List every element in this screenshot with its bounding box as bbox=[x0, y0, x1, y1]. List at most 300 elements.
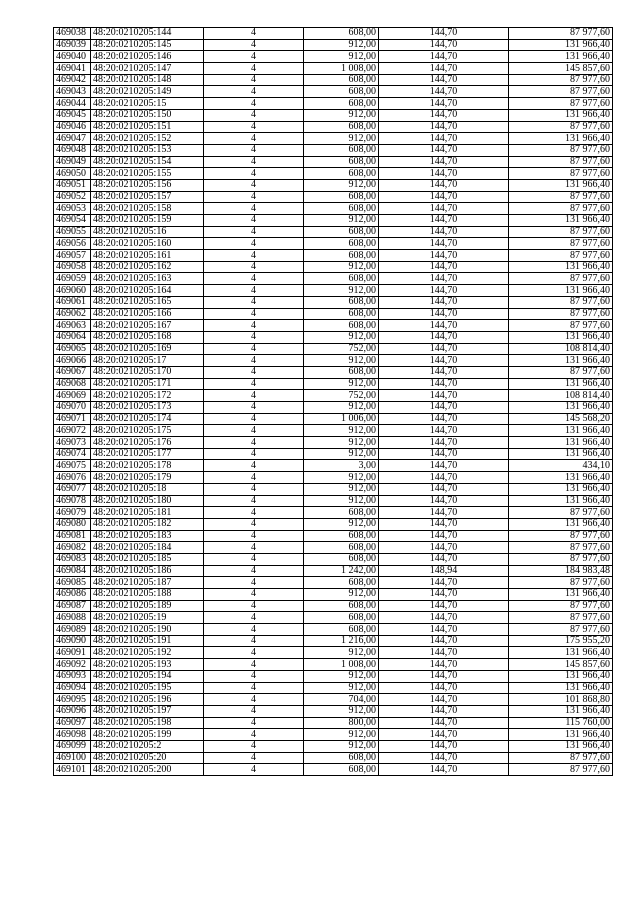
area-cell: 3,00 bbox=[304, 460, 379, 472]
category-cell: 4 bbox=[204, 518, 304, 530]
cadastral-number-cell: 48:20:0210205:15 bbox=[91, 98, 204, 110]
table-row bbox=[54, 402, 613, 414]
table-row bbox=[54, 659, 613, 671]
total-value-cell: 131 966,40 bbox=[509, 378, 613, 390]
row-id-cell: 469074 bbox=[54, 448, 91, 460]
category-cell: 4 bbox=[204, 764, 304, 776]
category-cell: 4 bbox=[204, 285, 304, 297]
cadastral-number-cell: 48:20:0210205:185 bbox=[91, 553, 204, 565]
cadastral-number-cell: 48:20:0210205:167 bbox=[91, 320, 204, 332]
table-row bbox=[54, 740, 613, 752]
row-id-cell: 469042 bbox=[54, 74, 91, 86]
total-value-cell: 131 966,40 bbox=[509, 39, 613, 51]
row-id-cell: 469087 bbox=[54, 600, 91, 612]
category-cell: 4 bbox=[204, 670, 304, 682]
row-id-cell: 469051 bbox=[54, 179, 91, 191]
row-id-cell: 469096 bbox=[54, 705, 91, 717]
row-id-cell: 469061 bbox=[54, 296, 91, 308]
area-cell: 912,00 bbox=[304, 647, 379, 659]
cadastral-number-cell: 48:20:0210205:168 bbox=[91, 331, 204, 343]
category-cell: 4 bbox=[204, 624, 304, 636]
rate-cell: 144,70 bbox=[379, 215, 509, 227]
table-row bbox=[54, 109, 613, 121]
area-cell: 912,00 bbox=[304, 51, 379, 63]
row-id-cell: 469065 bbox=[54, 343, 91, 355]
area-cell: 912,00 bbox=[304, 215, 379, 227]
rate-cell: 144,70 bbox=[379, 86, 509, 98]
category-cell: 4 bbox=[204, 448, 304, 460]
table-row bbox=[54, 273, 613, 285]
cadastral-number-cell: 48:20:0210205:173 bbox=[91, 402, 204, 414]
cadastral-number-cell: 48:20:0210205:175 bbox=[91, 425, 204, 437]
rate-cell: 144,70 bbox=[379, 437, 509, 449]
table-row bbox=[54, 179, 613, 191]
category-cell: 4 bbox=[204, 179, 304, 191]
category-cell: 4 bbox=[204, 600, 304, 612]
row-id-cell: 469082 bbox=[54, 542, 91, 554]
rate-cell: 144,70 bbox=[379, 507, 509, 519]
total-value-cell: 131 966,40 bbox=[509, 647, 613, 659]
cadastral-number-cell: 48:20:0210205:147 bbox=[91, 63, 204, 75]
total-value-cell: 87 977,60 bbox=[509, 191, 613, 203]
rate-cell: 144,70 bbox=[379, 390, 509, 402]
rate-cell: 144,70 bbox=[379, 647, 509, 659]
table-row bbox=[54, 191, 613, 203]
row-id-cell: 469043 bbox=[54, 86, 91, 98]
cadastral-number-cell: 48:20:0210205:187 bbox=[91, 577, 204, 589]
area-cell: 800,00 bbox=[304, 717, 379, 729]
cadastral-number-cell: 48:20:0210205:186 bbox=[91, 565, 204, 577]
row-id-cell: 469039 bbox=[54, 39, 91, 51]
row-id-cell: 469052 bbox=[54, 191, 91, 203]
rate-cell: 144,70 bbox=[379, 144, 509, 156]
cadastral-number-cell: 48:20:0210205:154 bbox=[91, 156, 204, 168]
area-cell: 704,00 bbox=[304, 694, 379, 706]
table-row bbox=[54, 600, 613, 612]
cadastral-number-cell: 48:20:0210205:149 bbox=[91, 86, 204, 98]
category-cell: 4 bbox=[204, 261, 304, 273]
rate-cell: 144,70 bbox=[379, 589, 509, 601]
cadastral-number-cell: 48:20:0210205:161 bbox=[91, 250, 204, 262]
rate-cell: 144,70 bbox=[379, 483, 509, 495]
cadastral-number-cell: 48:20:0210205:184 bbox=[91, 542, 204, 554]
area-cell: 912,00 bbox=[304, 378, 379, 390]
area-cell: 912,00 bbox=[304, 589, 379, 601]
total-value-cell: 87 977,60 bbox=[509, 168, 613, 180]
total-value-cell: 108 814,40 bbox=[509, 343, 613, 355]
table-row bbox=[54, 98, 613, 110]
total-value-cell: 175 955,20 bbox=[509, 635, 613, 647]
rate-cell: 144,70 bbox=[379, 740, 509, 752]
rate-cell: 144,70 bbox=[379, 203, 509, 215]
rate-cell: 144,70 bbox=[379, 63, 509, 75]
row-id-cell: 469063 bbox=[54, 320, 91, 332]
cadastral-number-cell: 48:20:0210205:198 bbox=[91, 717, 204, 729]
table-row bbox=[54, 203, 613, 215]
category-cell: 4 bbox=[204, 530, 304, 542]
category-cell: 4 bbox=[204, 366, 304, 378]
table-row bbox=[54, 612, 613, 624]
cadastral-number-cell: 48:20:0210205:169 bbox=[91, 343, 204, 355]
total-value-cell: 131 966,40 bbox=[509, 51, 613, 63]
table-row bbox=[54, 366, 613, 378]
category-cell: 4 bbox=[204, 413, 304, 425]
total-value-cell: 87 977,60 bbox=[509, 144, 613, 156]
table-row bbox=[54, 717, 613, 729]
table-row bbox=[54, 390, 613, 402]
category-cell: 4 bbox=[204, 215, 304, 227]
area-cell: 912,00 bbox=[304, 109, 379, 121]
cadastral-number-cell: 48:20:0210205:155 bbox=[91, 168, 204, 180]
total-value-cell: 87 977,60 bbox=[509, 320, 613, 332]
total-value-cell: 131 966,40 bbox=[509, 518, 613, 530]
category-cell: 4 bbox=[204, 331, 304, 343]
table-row bbox=[54, 343, 613, 355]
category-cell: 4 bbox=[204, 565, 304, 577]
rate-cell: 144,70 bbox=[379, 133, 509, 145]
table-row bbox=[54, 133, 613, 145]
total-value-cell: 87 977,60 bbox=[509, 296, 613, 308]
area-cell: 608,00 bbox=[304, 121, 379, 133]
table-row bbox=[54, 764, 613, 776]
category-cell: 4 bbox=[204, 647, 304, 659]
category-cell: 4 bbox=[204, 156, 304, 168]
rate-cell: 144,70 bbox=[379, 635, 509, 647]
rate-cell: 144,70 bbox=[379, 542, 509, 554]
row-id-cell: 469069 bbox=[54, 390, 91, 402]
area-cell: 752,00 bbox=[304, 343, 379, 355]
row-id-cell: 469064 bbox=[54, 331, 91, 343]
total-value-cell: 87 977,60 bbox=[509, 156, 613, 168]
table-row bbox=[54, 530, 613, 542]
cadastral-number-cell: 48:20:0210205:159 bbox=[91, 215, 204, 227]
area-cell: 608,00 bbox=[304, 764, 379, 776]
row-id-cell: 469076 bbox=[54, 472, 91, 484]
rate-cell: 144,70 bbox=[379, 612, 509, 624]
table-row bbox=[54, 39, 613, 51]
row-id-cell: 469073 bbox=[54, 437, 91, 449]
category-cell: 4 bbox=[204, 460, 304, 472]
area-cell: 912,00 bbox=[304, 682, 379, 694]
category-cell: 4 bbox=[204, 355, 304, 367]
total-value-cell: 131 966,40 bbox=[509, 740, 613, 752]
area-cell: 608,00 bbox=[304, 144, 379, 156]
cadastral-number-cell: 48:20:0210205:188 bbox=[91, 589, 204, 601]
category-cell: 4 bbox=[204, 659, 304, 671]
cadastral-number-cell: 48:20:0210205:190 bbox=[91, 624, 204, 636]
rate-cell: 144,70 bbox=[379, 109, 509, 121]
area-cell: 912,00 bbox=[304, 425, 379, 437]
area-cell: 608,00 bbox=[304, 238, 379, 250]
table-row bbox=[54, 483, 613, 495]
row-id-cell: 469078 bbox=[54, 495, 91, 507]
row-id-cell: 469083 bbox=[54, 553, 91, 565]
row-id-cell: 469095 bbox=[54, 694, 91, 706]
table-row bbox=[54, 670, 613, 682]
total-value-cell: 87 977,60 bbox=[509, 764, 613, 776]
category-cell: 4 bbox=[204, 320, 304, 332]
row-id-cell: 469060 bbox=[54, 285, 91, 297]
area-cell: 608,00 bbox=[304, 320, 379, 332]
table-row bbox=[54, 472, 613, 484]
total-value-cell: 87 977,60 bbox=[509, 86, 613, 98]
table-row bbox=[54, 308, 613, 320]
cadastral-number-cell: 48:20:0210205:196 bbox=[91, 694, 204, 706]
table-row bbox=[54, 331, 613, 343]
category-cell: 4 bbox=[204, 133, 304, 145]
cadastral-number-cell: 48:20:0210205:192 bbox=[91, 647, 204, 659]
table-row bbox=[54, 320, 613, 332]
total-value-cell: 87 977,60 bbox=[509, 308, 613, 320]
area-cell: 912,00 bbox=[304, 261, 379, 273]
category-cell: 4 bbox=[204, 63, 304, 75]
total-value-cell: 131 966,40 bbox=[509, 589, 613, 601]
row-id-cell: 469099 bbox=[54, 740, 91, 752]
category-cell: 4 bbox=[204, 705, 304, 717]
table-row bbox=[54, 355, 613, 367]
table-row bbox=[54, 729, 613, 741]
table-row bbox=[54, 553, 613, 565]
rate-cell: 144,70 bbox=[379, 472, 509, 484]
table-row bbox=[54, 448, 613, 460]
area-cell: 608,00 bbox=[304, 98, 379, 110]
rate-cell: 144,70 bbox=[379, 670, 509, 682]
table-row bbox=[54, 437, 613, 449]
row-id-cell: 469045 bbox=[54, 109, 91, 121]
cadastral-number-cell: 48:20:0210205:172 bbox=[91, 390, 204, 402]
row-id-cell: 469067 bbox=[54, 366, 91, 378]
area-cell: 912,00 bbox=[304, 670, 379, 682]
rate-cell: 144,70 bbox=[379, 355, 509, 367]
total-value-cell: 87 977,60 bbox=[509, 238, 613, 250]
area-cell: 912,00 bbox=[304, 495, 379, 507]
table-row bbox=[54, 577, 613, 589]
area-cell: 608,00 bbox=[304, 250, 379, 262]
row-id-cell: 469089 bbox=[54, 624, 91, 636]
table-row bbox=[54, 565, 613, 577]
rate-cell: 144,70 bbox=[379, 530, 509, 542]
cadastral-number-cell: 48:20:0210205:19 bbox=[91, 612, 204, 624]
total-value-cell: 115 760,00 bbox=[509, 717, 613, 729]
cadastral-number-cell: 48:20:0210205:165 bbox=[91, 296, 204, 308]
category-cell: 4 bbox=[204, 121, 304, 133]
area-cell: 608,00 bbox=[304, 203, 379, 215]
rate-cell: 144,70 bbox=[379, 331, 509, 343]
cadastral-value-table bbox=[53, 27, 613, 776]
category-cell: 4 bbox=[204, 144, 304, 156]
rate-cell: 144,70 bbox=[379, 682, 509, 694]
table-row bbox=[54, 624, 613, 636]
row-id-cell: 469049 bbox=[54, 156, 91, 168]
total-value-cell: 87 977,60 bbox=[509, 612, 613, 624]
total-value-cell: 131 966,40 bbox=[509, 109, 613, 121]
rate-cell: 144,70 bbox=[379, 729, 509, 741]
category-cell: 4 bbox=[204, 437, 304, 449]
category-cell: 4 bbox=[204, 635, 304, 647]
cadastral-number-cell: 48:20:0210205:177 bbox=[91, 448, 204, 460]
category-cell: 4 bbox=[204, 577, 304, 589]
row-id-cell: 469053 bbox=[54, 203, 91, 215]
category-cell: 4 bbox=[204, 717, 304, 729]
rate-cell: 144,70 bbox=[379, 191, 509, 203]
area-cell: 608,00 bbox=[304, 296, 379, 308]
cadastral-number-cell: 48:20:0210205:183 bbox=[91, 530, 204, 542]
rate-cell: 144,70 bbox=[379, 764, 509, 776]
category-cell: 4 bbox=[204, 308, 304, 320]
category-cell: 4 bbox=[204, 191, 304, 203]
total-value-cell: 131 966,40 bbox=[509, 355, 613, 367]
row-id-cell: 469058 bbox=[54, 261, 91, 273]
rate-cell: 148,94 bbox=[379, 565, 509, 577]
area-cell: 608,00 bbox=[304, 273, 379, 285]
rate-cell: 144,70 bbox=[379, 694, 509, 706]
category-cell: 4 bbox=[204, 51, 304, 63]
row-id-cell: 469079 bbox=[54, 507, 91, 519]
table-row bbox=[54, 460, 613, 472]
cadastral-number-cell: 48:20:0210205:197 bbox=[91, 705, 204, 717]
area-cell: 912,00 bbox=[304, 355, 379, 367]
total-value-cell: 87 977,60 bbox=[509, 624, 613, 636]
rate-cell: 144,70 bbox=[379, 425, 509, 437]
table-row bbox=[54, 51, 613, 63]
category-cell: 4 bbox=[204, 402, 304, 414]
cadastral-number-cell: 48:20:0210205:156 bbox=[91, 179, 204, 191]
row-id-cell: 469091 bbox=[54, 647, 91, 659]
category-cell: 4 bbox=[204, 612, 304, 624]
category-cell: 4 bbox=[204, 39, 304, 51]
rate-cell: 144,70 bbox=[379, 705, 509, 717]
cadastral-number-cell: 48:20:0210205:16 bbox=[91, 226, 204, 238]
rate-cell: 144,70 bbox=[379, 28, 509, 40]
total-value-cell: 87 977,60 bbox=[509, 542, 613, 554]
total-value-cell: 131 966,40 bbox=[509, 331, 613, 343]
category-cell: 4 bbox=[204, 296, 304, 308]
rate-cell: 144,70 bbox=[379, 413, 509, 425]
rate-cell: 144,70 bbox=[379, 495, 509, 507]
total-value-cell: 131 966,40 bbox=[509, 729, 613, 741]
total-value-cell: 131 966,40 bbox=[509, 261, 613, 273]
category-cell: 4 bbox=[204, 507, 304, 519]
row-id-cell: 469056 bbox=[54, 238, 91, 250]
total-value-cell: 131 966,40 bbox=[509, 133, 613, 145]
category-cell: 4 bbox=[204, 226, 304, 238]
rate-cell: 144,70 bbox=[379, 320, 509, 332]
category-cell: 4 bbox=[204, 740, 304, 752]
area-cell: 912,00 bbox=[304, 518, 379, 530]
table-row bbox=[54, 507, 613, 519]
total-value-cell: 87 977,60 bbox=[509, 600, 613, 612]
area-cell: 608,00 bbox=[304, 366, 379, 378]
area-cell: 608,00 bbox=[304, 624, 379, 636]
category-cell: 4 bbox=[204, 425, 304, 437]
row-id-cell: 469097 bbox=[54, 717, 91, 729]
area-cell: 912,00 bbox=[304, 285, 379, 297]
category-cell: 4 bbox=[204, 168, 304, 180]
area-cell: 608,00 bbox=[304, 74, 379, 86]
total-value-cell: 145 857,60 bbox=[509, 63, 613, 75]
cadastral-number-cell: 48:20:0210205:148 bbox=[91, 74, 204, 86]
cadastral-number-cell: 48:20:0210205:200 bbox=[91, 764, 204, 776]
cadastral-number-cell: 48:20:0210205:164 bbox=[91, 285, 204, 297]
rate-cell: 144,70 bbox=[379, 273, 509, 285]
rate-cell: 144,70 bbox=[379, 378, 509, 390]
rate-cell: 144,70 bbox=[379, 343, 509, 355]
total-value-cell: 87 977,60 bbox=[509, 553, 613, 565]
area-cell: 608,00 bbox=[304, 507, 379, 519]
area-cell: 912,00 bbox=[304, 133, 379, 145]
area-cell: 608,00 bbox=[304, 577, 379, 589]
category-cell: 4 bbox=[204, 472, 304, 484]
total-value-cell: 87 977,60 bbox=[509, 121, 613, 133]
category-cell: 4 bbox=[204, 86, 304, 98]
cadastral-number-cell: 48:20:0210205:17 bbox=[91, 355, 204, 367]
row-id-cell: 469077 bbox=[54, 483, 91, 495]
category-cell: 4 bbox=[204, 390, 304, 402]
category-cell: 4 bbox=[204, 28, 304, 40]
total-value-cell: 87 977,60 bbox=[509, 507, 613, 519]
table-row bbox=[54, 121, 613, 133]
rate-cell: 144,70 bbox=[379, 261, 509, 273]
row-id-cell: 469062 bbox=[54, 308, 91, 320]
row-id-cell: 469050 bbox=[54, 168, 91, 180]
category-cell: 4 bbox=[204, 109, 304, 121]
rate-cell: 144,70 bbox=[379, 168, 509, 180]
table-row bbox=[54, 74, 613, 86]
cadastral-number-cell: 48:20:0210205:189 bbox=[91, 600, 204, 612]
cadastral-number-cell: 48:20:0210205:182 bbox=[91, 518, 204, 530]
row-id-cell: 469075 bbox=[54, 460, 91, 472]
area-cell: 912,00 bbox=[304, 740, 379, 752]
table-row bbox=[54, 144, 613, 156]
category-cell: 4 bbox=[204, 98, 304, 110]
table-row bbox=[54, 495, 613, 507]
total-value-cell: 145 857,60 bbox=[509, 659, 613, 671]
rate-cell: 144,70 bbox=[379, 98, 509, 110]
row-id-cell: 469038 bbox=[54, 28, 91, 40]
area-cell: 912,00 bbox=[304, 705, 379, 717]
row-id-cell: 469066 bbox=[54, 355, 91, 367]
cadastral-number-cell: 48:20:0210205:191 bbox=[91, 635, 204, 647]
total-value-cell: 101 868,80 bbox=[509, 694, 613, 706]
row-id-cell: 469100 bbox=[54, 752, 91, 764]
area-cell: 608,00 bbox=[304, 553, 379, 565]
cadastral-number-cell: 48:20:0210205:178 bbox=[91, 460, 204, 472]
table-row bbox=[54, 285, 613, 297]
total-value-cell: 434,10 bbox=[509, 460, 613, 472]
row-id-cell: 469047 bbox=[54, 133, 91, 145]
total-value-cell: 145 568,20 bbox=[509, 413, 613, 425]
rate-cell: 144,70 bbox=[379, 717, 509, 729]
category-cell: 4 bbox=[204, 483, 304, 495]
cadastral-number-cell: 48:20:0210205:166 bbox=[91, 308, 204, 320]
total-value-cell: 131 966,40 bbox=[509, 705, 613, 717]
row-id-cell: 469054 bbox=[54, 215, 91, 227]
cadastral-number-cell: 48:20:0210205:153 bbox=[91, 144, 204, 156]
area-cell: 912,00 bbox=[304, 483, 379, 495]
row-id-cell: 469094 bbox=[54, 682, 91, 694]
category-cell: 4 bbox=[204, 589, 304, 601]
cadastral-number-cell: 48:20:0210205:157 bbox=[91, 191, 204, 203]
total-value-cell: 131 966,40 bbox=[509, 495, 613, 507]
total-value-cell: 131 966,40 bbox=[509, 425, 613, 437]
rate-cell: 144,70 bbox=[379, 51, 509, 63]
row-id-cell: 469086 bbox=[54, 589, 91, 601]
category-cell: 4 bbox=[204, 553, 304, 565]
table-row bbox=[54, 694, 613, 706]
rate-cell: 144,70 bbox=[379, 74, 509, 86]
area-cell: 912,00 bbox=[304, 448, 379, 460]
table-row bbox=[54, 226, 613, 238]
